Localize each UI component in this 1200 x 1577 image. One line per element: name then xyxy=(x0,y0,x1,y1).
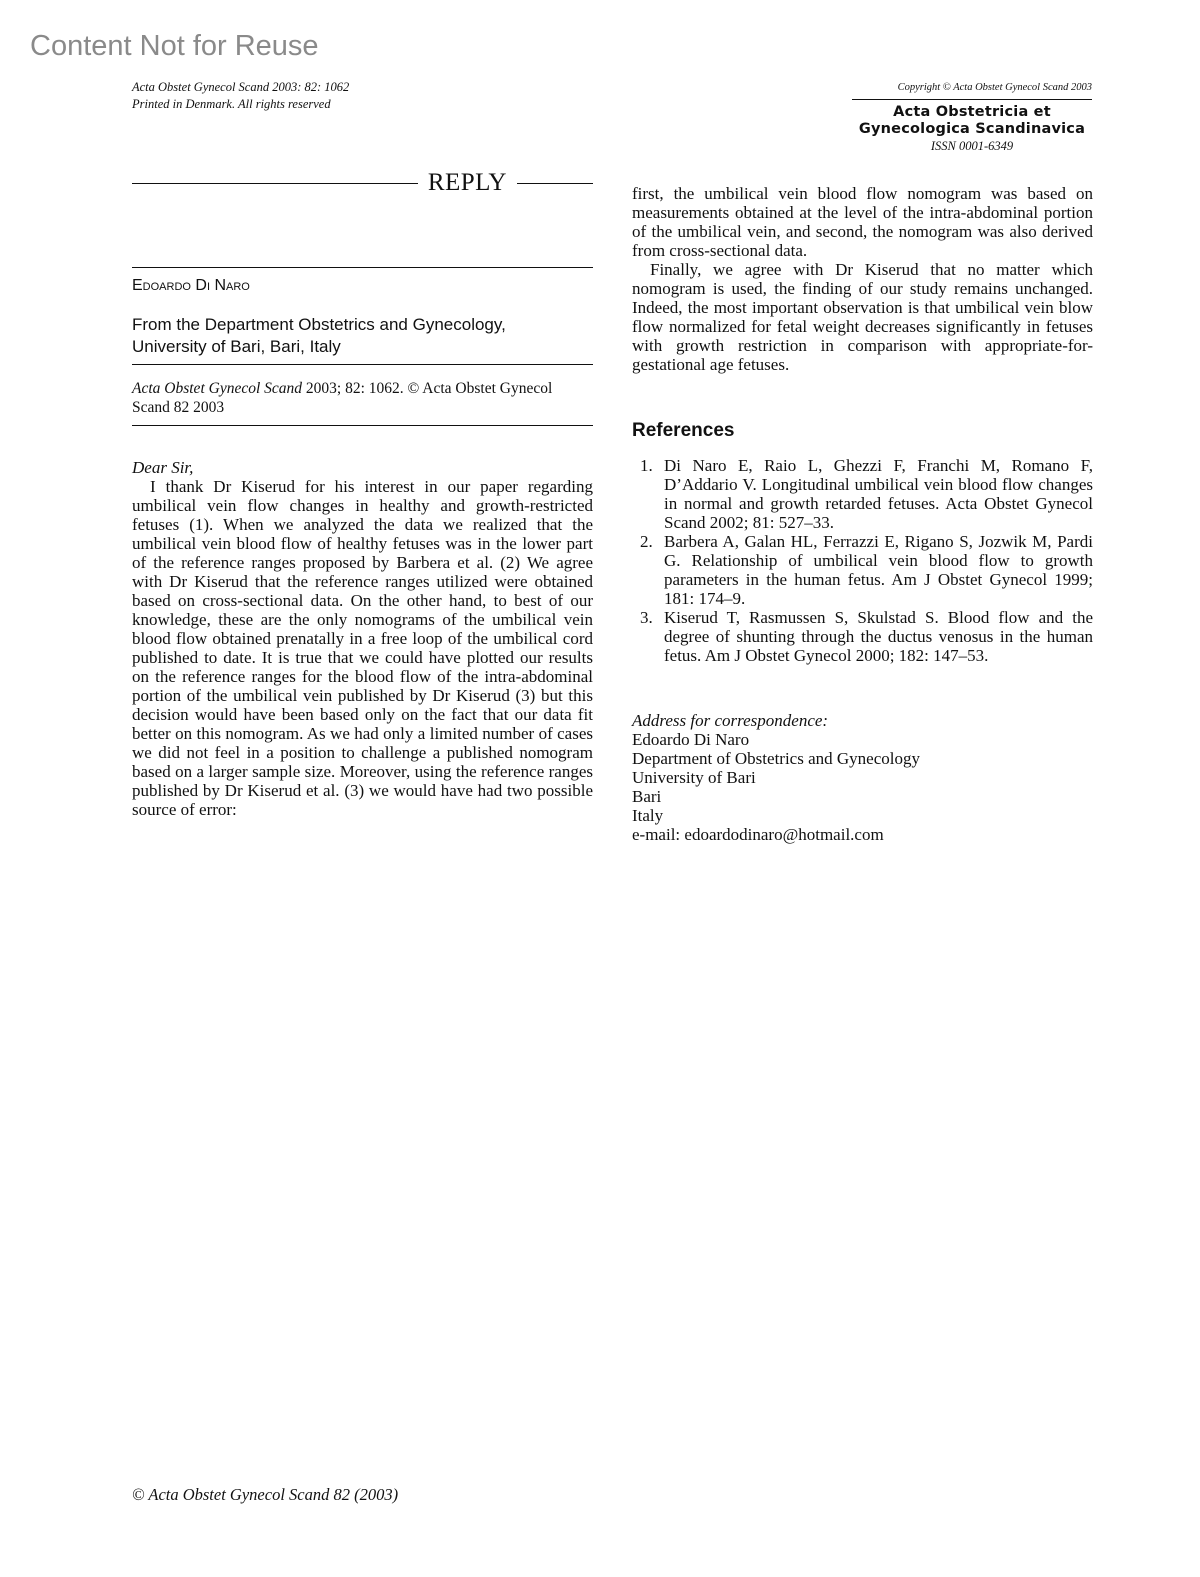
reference-item xyxy=(632,456,1093,532)
citation-rule-bottom xyxy=(132,425,593,426)
reference-number: 3. xyxy=(640,608,653,627)
correspondence-name: Edoardo Di Naro xyxy=(632,730,750,749)
correspondence-country: Italy xyxy=(632,806,664,825)
title-rule-right xyxy=(517,183,593,184)
title-rule-left xyxy=(132,183,418,184)
correspondence-label: Address for correspondence: xyxy=(632,711,829,730)
author-rule-top xyxy=(132,267,593,268)
journal-name-line2: Gynecologica Scandinavica xyxy=(858,120,1086,137)
paragraph-1: I thank Dr Kiserud for his interest in our paper regarding umbilical vein flow changes in healthy and growth-restricted fetuses (1). When we analyzed the data we realized that the umbilical vein blood flow of healthy fetuses was in the lower part of the reference ranges proposed by Barbera et al. (2) We agree with Dr Kiserud that the reference ranges utilized were obtained based on cross-sectional data. On the other hand, to best of our knowledge, these are the only nomograms of the umbilical vein blood flow obtained prenatally in a free loop of the umbilical cord published to date. It is true that we could have plotted our results on the reference ranges for the blood flow of the intra-abdominal portion of the umbilical vein published by Dr Kiserud (3) but this decision would have been based only on the fact that our data fit better on this nomogram. As we had only a limited number of cases we did not feel in a position to challenge a published nomogram based on a larger sample size. Moreover, using the reference ranges published by Dr Kiserud et al. (3) we would have had two possible source of error: xyxy=(132,477,593,819)
reference-number: 1. xyxy=(640,456,653,475)
paragraph-1-continued: first, the umbilical vein blood flow nomogram was based on measurements obtained at the level of the intra-abdominal portion of the umbilical vein, and second, the nomogram was also derived from cross-sectional data. xyxy=(632,184,1093,260)
header-rule xyxy=(852,99,1092,100)
affiliation xyxy=(132,314,593,358)
journal-header-left xyxy=(132,79,349,113)
correspondence-dept: Department of Obstetrics and Gynecology xyxy=(632,749,920,768)
right-column xyxy=(632,184,1093,844)
copyright-line: Copyright © Acta Obstet Gynecol Scand 2003 xyxy=(897,82,1092,93)
reference-number: 2. xyxy=(640,532,653,551)
correspondence-city: Bari xyxy=(632,787,662,806)
references-list xyxy=(632,456,1093,665)
left-column xyxy=(132,166,593,819)
paragraph-2: Finally, we agree with Dr Kiserud that no matter which nomogram is used, the finding of our study remains unchanged. Indeed, the most important observation is that umbilical vein blow flow normalized for fetal weight decreases significantly in fetuses with growth restriction in comparison with appropriate-for-gestational age fetuses. xyxy=(632,260,1093,374)
citation-journal: Acta Obstet Gynecol Scand xyxy=(132,380,303,397)
section-title-row xyxy=(132,166,593,200)
body-text-right xyxy=(632,184,1093,374)
affiliation-line2: University of Bari, Bari, Italy xyxy=(132,337,341,356)
reference-item xyxy=(632,532,1093,608)
watermark: Content Not for Reuse xyxy=(30,30,319,62)
references-heading: References xyxy=(632,420,735,441)
salutation: Dear Sir, xyxy=(132,458,194,477)
correspondence-email: e-mail: edoardodinaro@hotmail.com xyxy=(632,825,884,844)
author-name: Edoardo Di Naro xyxy=(132,277,250,294)
issn: ISSN 0001-6349 xyxy=(930,139,1014,153)
reference-item xyxy=(632,608,1093,665)
affiliation-line1: From the Department Obstetrics and Gynecology, xyxy=(132,315,506,334)
correspondence-university: University of Bari xyxy=(632,768,756,787)
rights-line: Printed in Denmark. All rights reserved xyxy=(132,97,331,111)
correspondence-address xyxy=(632,711,1093,844)
citation-details: 2003; 82: 1062. © Acta Obstet Gynecol Scand 82 2003 xyxy=(132,380,553,416)
citation-rule-top xyxy=(132,364,593,365)
citation xyxy=(132,379,593,417)
page-footer: © Acta Obstet Gynecol Scand 82 (2003) xyxy=(132,1485,399,1504)
reference-text: Kiserud T, Rasmussen S, Skulstad S. Blood flow and the degree of shunting through the ductus venosus in the human fetus. Am J Obstet Gynecol 2000; 182: 147–53. xyxy=(664,608,1093,665)
journal-name-line1: Acta Obstetricia et xyxy=(893,104,1051,120)
journal-issue-line: Acta Obstet Gynecol Scand 2003: 82: 1062 xyxy=(132,80,350,94)
body-text-left xyxy=(132,477,593,819)
reference-text: Barbera A, Galan HL, Ferrazzi E, Rigano S, Jozwik M, Pardi G. Relationship of umbilical vein blood flow to growth parameters in the human fetus. Am J Obstet Gynecol 1999; 181: 174–9. xyxy=(664,532,1093,608)
section-title: REPLY xyxy=(427,169,507,196)
reference-text: Di Naro E, Raio L, Ghezzi F, Franchi M, Romano F, D’Addario V. Longitudinal umbilical vein blood flow changes in normal and growth retarded fetuses. Acta Obstet Gynecol Scand 2002; 81: 527–33. xyxy=(664,456,1093,532)
journal-header-right xyxy=(852,81,1092,154)
